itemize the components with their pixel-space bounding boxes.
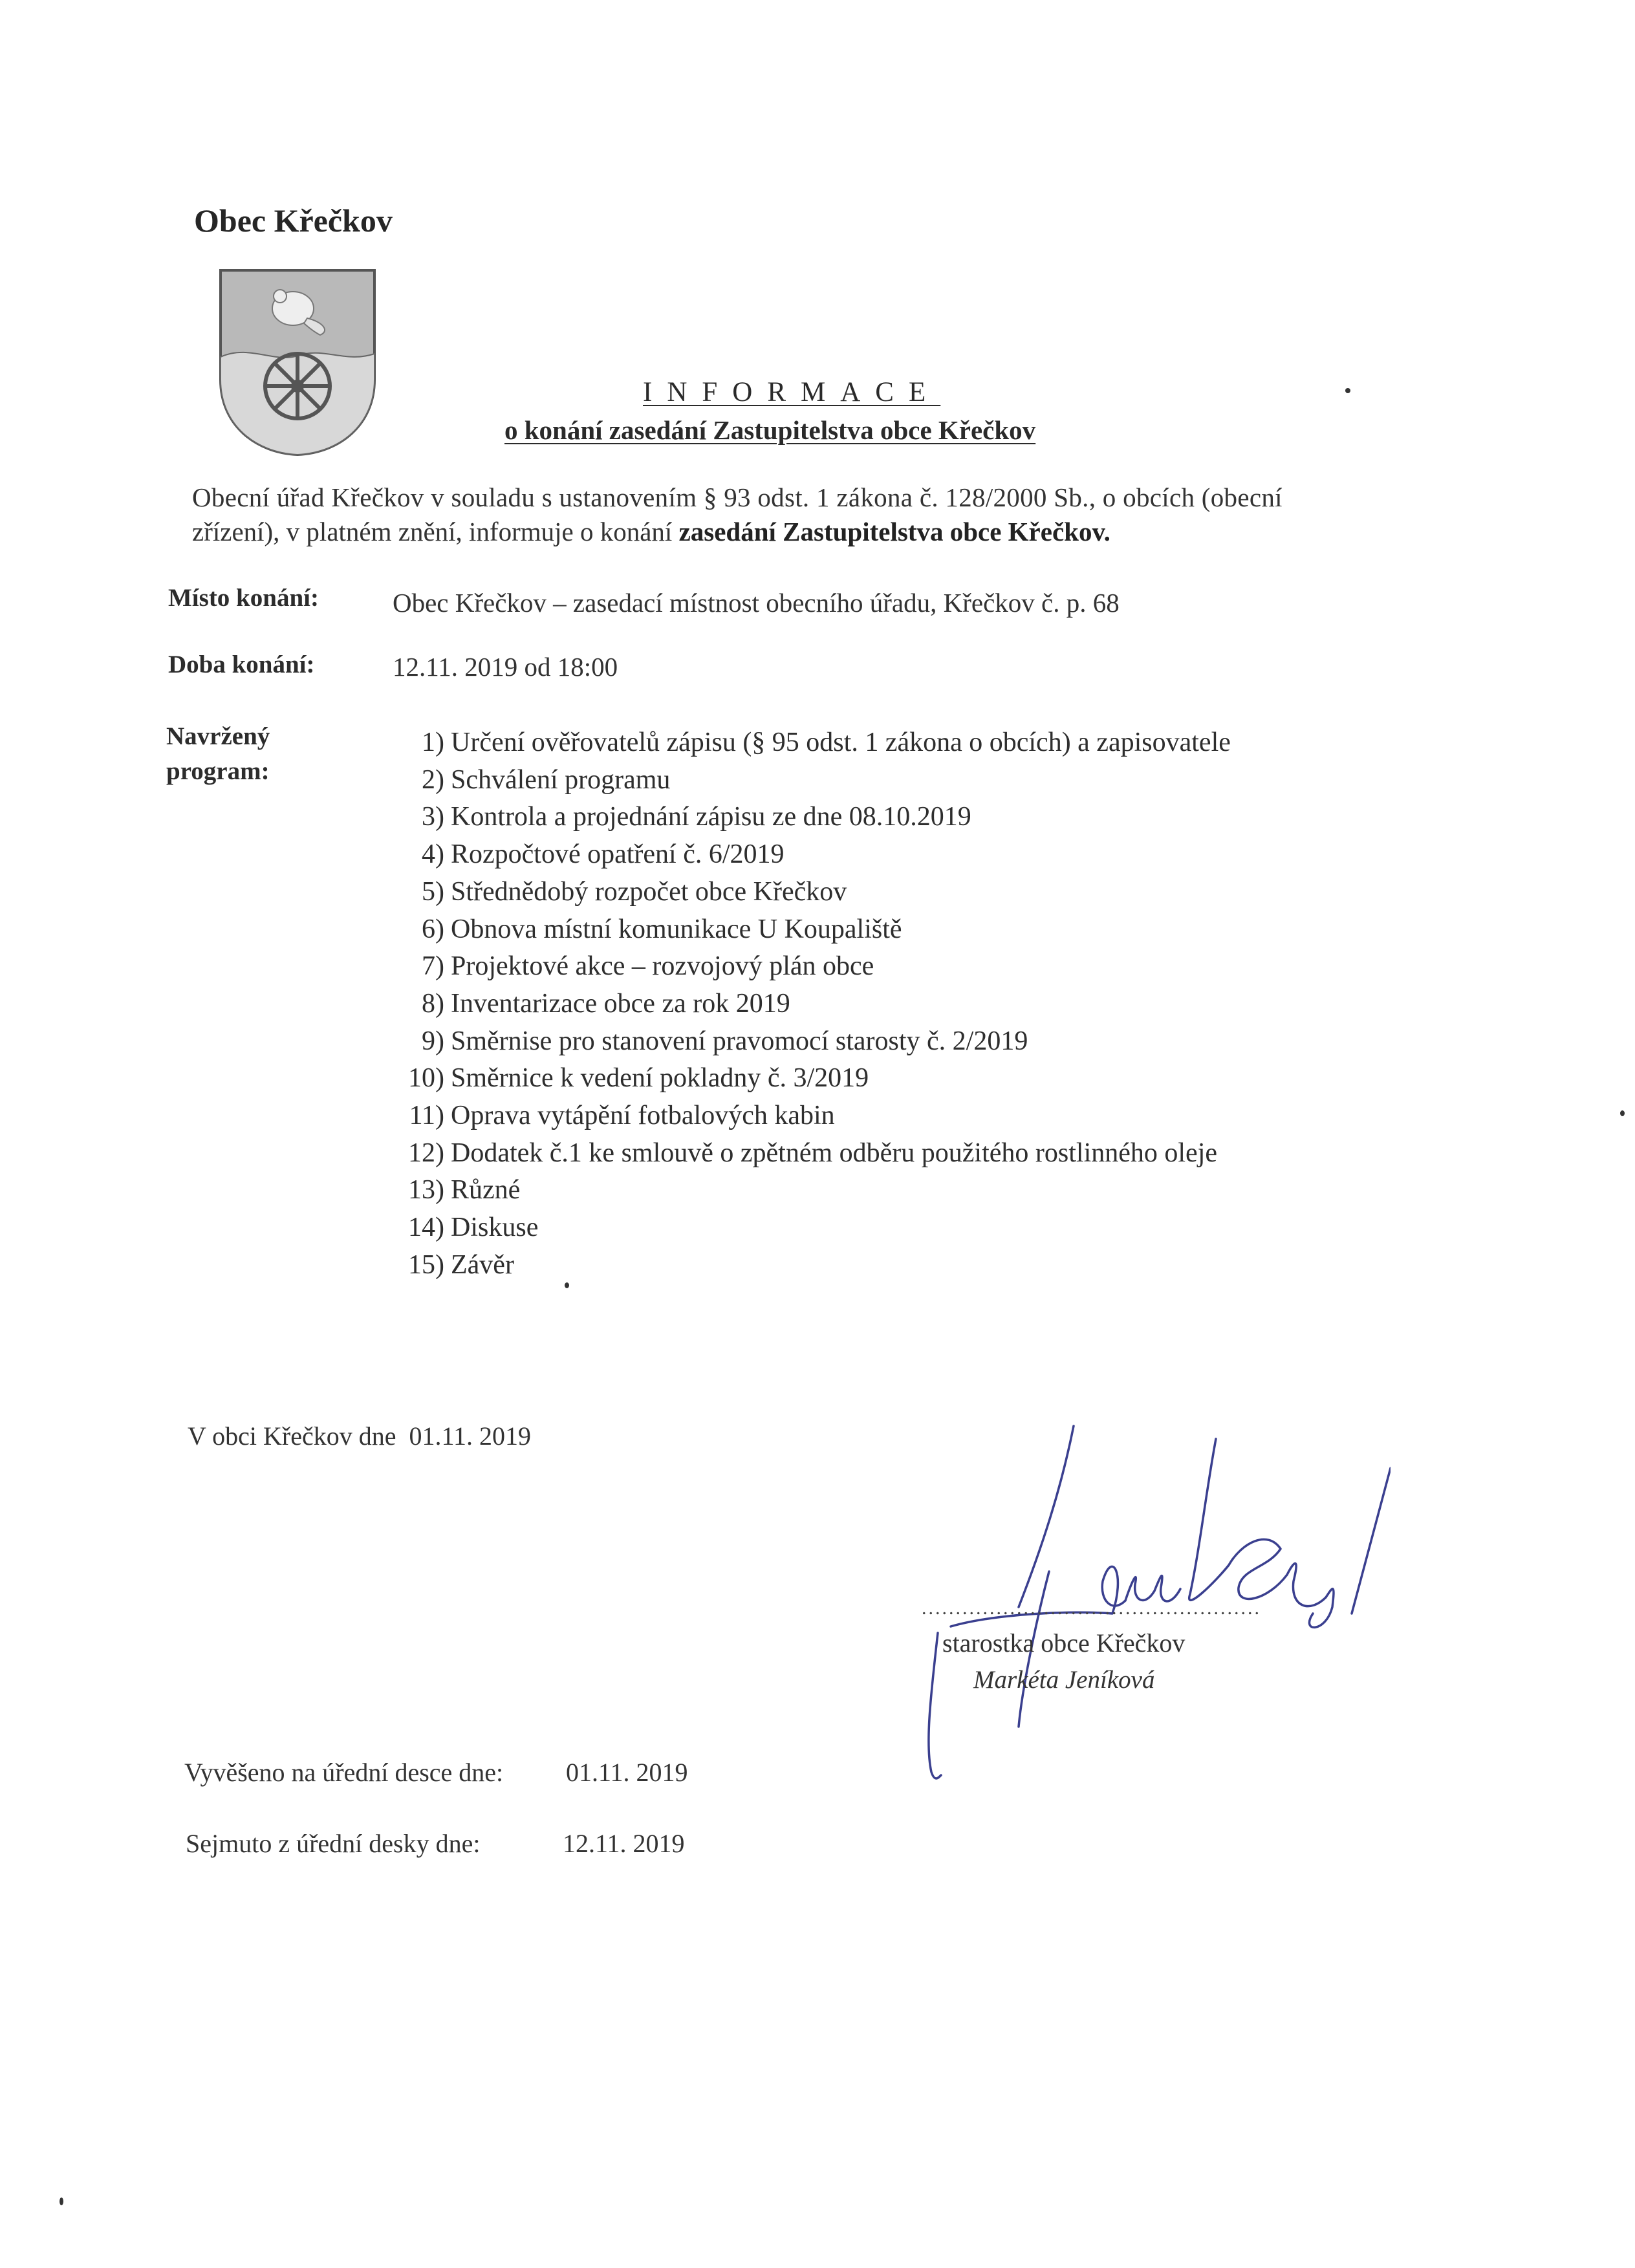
organization-name: Obec Křečkov: [194, 202, 393, 239]
agenda-list: [393, 724, 1231, 1284]
agenda-item: [393, 1023, 1231, 1061]
agenda-item: [393, 1209, 1231, 1247]
signer-role: starostka obce Křečkov: [942, 1628, 1186, 1658]
agenda-item-number: 3): [422, 802, 444, 832]
signature-line: ..................................................: [922, 1597, 1261, 1619]
agenda-item-text: Inventarizace obce za rok 2019: [451, 988, 790, 1019]
agenda-item: [393, 724, 1231, 762]
place-value: Obec Křečkov – zasedací místnost obecního úřadu, Křečkov č. p. 68: [393, 588, 1120, 618]
agenda-item: [393, 874, 1231, 911]
document-title: INFORMACE: [643, 377, 941, 407]
time-value: 12.11. 2019 od 18:00: [393, 652, 618, 682]
agenda-item-number: 9): [422, 1026, 444, 1056]
agenda-item-number: 11): [409, 1101, 444, 1131]
intro-line-2-bold: zasedání Zastupitelstva obce Křečkov.: [678, 517, 1110, 546]
agenda-item-number: 2): [422, 764, 444, 795]
posted-date-row: [184, 1757, 688, 1787]
intro-line-2: [192, 516, 1110, 547]
scan-speck: [60, 2198, 63, 2205]
agenda-item: [393, 986, 1231, 1023]
time-label: Doba konání:: [168, 651, 315, 678]
agenda-item-number: 7): [422, 951, 444, 982]
place-label: Místo konání:: [168, 584, 319, 612]
agenda-item: [393, 1135, 1231, 1172]
posted-value: 01.11. 2019: [566, 1758, 688, 1787]
agenda-item-number: 10): [408, 1063, 444, 1094]
removed-label: Sejmuto z úřední desky dne:: [186, 1829, 481, 1858]
agenda-item: [393, 836, 1231, 874]
agenda-item-text: Rozpočtové opatření č. 6/2019: [451, 839, 785, 870]
agenda-item: [393, 1172, 1231, 1209]
agenda-item: [393, 762, 1231, 799]
removed-date-row: [186, 1828, 685, 1859]
agenda-item-text: Kontrola a projednání zápisu ze dne 08.10.2019: [451, 802, 971, 832]
agenda-item-number: 4): [422, 839, 444, 870]
scan-speck: [565, 1282, 569, 1288]
agenda-item: [393, 1097, 1231, 1135]
agenda-item-number: 15): [408, 1249, 444, 1280]
posted-label: Vyvěšeno na úřední desce dne:: [184, 1758, 504, 1787]
agenda-item-number: 13): [408, 1175, 444, 1205]
removed-value: 12.11. 2019: [563, 1829, 685, 1858]
agenda-item-number: 6): [422, 914, 444, 944]
agenda-item-number: 14): [408, 1213, 444, 1243]
agenda-item: [393, 1060, 1231, 1097]
agenda-item: [393, 948, 1231, 986]
document-subtitle: o konání zasedání Zastupitelstva obce Křečkov: [504, 415, 1036, 445]
agenda-item: [393, 911, 1231, 949]
agenda-item-text: Diskuse: [451, 1213, 539, 1243]
agenda-item-text: Různé: [451, 1175, 521, 1205]
agenda-item-text: Střednědobý rozpočet obce Křečkov: [451, 876, 847, 907]
agenda-item-number: 12): [408, 1138, 444, 1168]
agenda-item-text: Schválení programu: [451, 764, 671, 795]
signer-name: Markéta Jeníková: [973, 1666, 1155, 1694]
place-date-value: 01.11. 2019: [409, 1421, 532, 1451]
agenda-item-number: 5): [422, 876, 444, 907]
agenda-item-text: Obnova místní komunikace U Koupaliště: [451, 914, 902, 944]
program-label: Navržený program:: [166, 722, 270, 785]
intro-line-1: Obecní úřad Křečkov v souladu s ustanovením § 93 odst. 1 zákona č. 128/2000 Sb., o obcích (obecní: [192, 482, 1283, 512]
agenda-item-text: Určení ověřovatelů zápisu (§ 95 odst. 1 zákona o obcích) a zapisovatele: [451, 728, 1231, 757]
agenda-item-text: Projektové akce – rozvojový plán obce: [451, 951, 874, 982]
agenda-item-text: Závěr: [451, 1249, 514, 1280]
agenda-item-number: 1): [422, 728, 444, 757]
agenda-item-text: Směrnise pro stanovení pravomocí starosty č. 2/2019: [451, 1026, 1028, 1056]
agenda-item: [393, 1247, 1231, 1284]
intro-line-2-plain: zřízení), v platném znění, informuje o konání: [192, 517, 673, 546]
agenda-item-number: 8): [422, 988, 444, 1019]
agenda-item-text: Oprava vytápění fotbalových kabin: [451, 1101, 835, 1131]
place-date-label: V obci Křečkov dne: [188, 1421, 396, 1451]
agenda-item-text: Směrnice k vedení pokladny č. 3/2019: [451, 1063, 869, 1094]
agenda-item-text: Dodatek č.1 ke smlouvě o zpětném odběru použitého rostlinného oleje: [451, 1138, 1218, 1168]
place-date: [188, 1421, 531, 1451]
agenda-item: [393, 799, 1231, 836]
coat-of-arms-icon: [217, 266, 378, 457]
scan-speck: [1620, 1110, 1625, 1116]
scan-speck: [1345, 388, 1350, 393]
